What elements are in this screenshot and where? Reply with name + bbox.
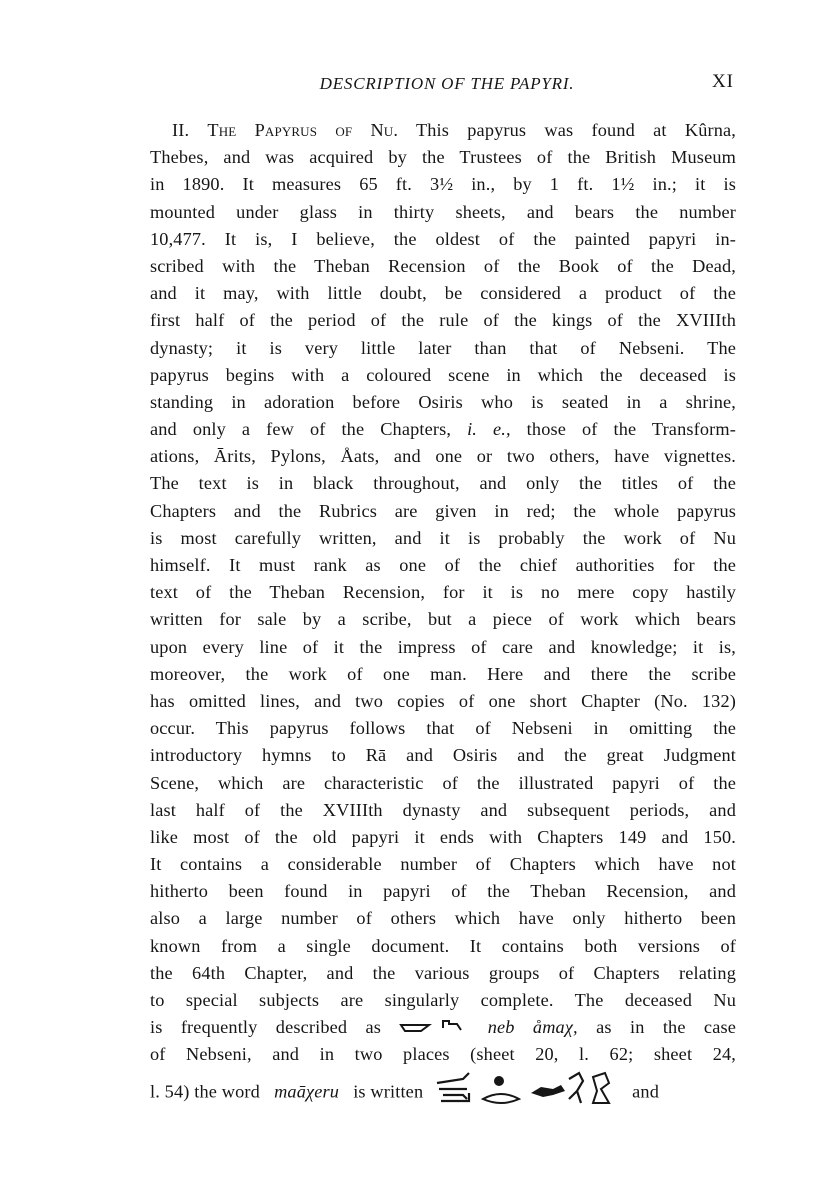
text-line: It contains a considerable number of Chapters which have not: [150, 854, 736, 875]
text-line: to special subjects are singularly complete. The deceased Nu: [150, 990, 736, 1010]
hieroglyph-maakheru-icon: [433, 1069, 623, 1109]
text-line: Thebes, and was acquired by the Trustees of the British Museum: [150, 147, 736, 168]
text-fragment: and: [632, 1080, 659, 1101]
text-line: [150, 1069, 736, 1109]
text-fragment: l. 54) the word: [150, 1080, 260, 1101]
text-line: introductory hymns to Rā and Osiris and the great Judgment: [150, 745, 736, 766]
text-line: has omitted lines, and two copies of one short Chapter (No. 132): [150, 690, 736, 711]
text-fragment: is frequently described as: [150, 1017, 382, 1038]
section-number: II.: [172, 120, 208, 140]
page-header: [150, 71, 736, 100]
text-line: The text is in black throughout, and only the titles of the: [150, 473, 736, 494]
text-line: first half of the period of the rule of the kings of the XVIIIth: [150, 310, 736, 331]
text-line: also a large number of others which have only hitherto been: [150, 908, 736, 929]
text-line: in 1890. It measures 65 ft. 3½ in., by 1 ft. 1½ in.; it is: [150, 174, 736, 195]
text-line: himself. It must rank as one of the chief authorities for the: [150, 555, 736, 575]
body-text: [150, 117, 736, 1109]
text-fragment: as in the case: [596, 1017, 736, 1038]
text-line: dynasty; it is very little later than that of Nebseni. The: [150, 337, 736, 358]
text-fragment: is written: [353, 1080, 424, 1101]
section-title: The Papyrus of Nu.: [207, 120, 399, 140]
running-title: DESCRIPTION OF THE PAPYRI.: [319, 74, 575, 93]
text-fragment: This papyrus was found at Kûrna,: [398, 120, 736, 140]
text-fragment: and only a few of the Chapters,: [150, 419, 468, 440]
page-number: XI: [711, 71, 734, 92]
italic-abbreviation: i. e.,: [467, 419, 511, 440]
text-line: [150, 416, 736, 443]
text-line: [150, 117, 736, 144]
text-line: last half of the XVIIIth dynasty and subsequent periods, and: [150, 799, 736, 820]
text-line: occur. This papyrus follows that of Nebseni in omitting the: [150, 718, 736, 739]
text-line: ations, Ārits, Pylons, Åats, and one or two others, have vignettes.: [150, 446, 736, 467]
text-line: hitherto been found in papyri of the Theban Recension, and: [150, 881, 736, 902]
text-line: text of the Theban Recension, for it is no mere copy hastily: [150, 582, 736, 603]
text-line: moreover, the work of one man. Here and there the scribe: [150, 663, 736, 684]
text-line: written for sale by a scribe, but a piece of work which bears: [150, 609, 736, 630]
text-line: scribed with the Theban Recension of the Book of the Dead,: [150, 255, 736, 276]
text-line: [150, 1014, 736, 1041]
text-line: papyrus begins with a coloured scene in which the deceased is: [150, 364, 736, 385]
text-line: and it may, with little doubt, be considered a product of the: [150, 283, 736, 304]
text-line: upon every line of it the impress of care and knowledge; it is,: [150, 636, 736, 657]
text-line: the 64th Chapter, and the various groups of Chapters relating: [150, 962, 736, 983]
text-line: is most carefully written, and it is probably the work of Nu: [150, 527, 736, 548]
text-line: mounted under glass in thirty sheets, and bears the number: [150, 201, 736, 222]
hieroglyph-neb-amakh-icon: [399, 1015, 469, 1042]
text-line: standing in adoration before Osiris who is seated in a shrine,: [150, 391, 736, 412]
text-fragment: those of the Transform-: [510, 419, 736, 440]
transliteration: neb åmaχ,: [487, 1017, 578, 1038]
text-line: Scene, which are characteristic of the illustrated papyri of the: [150, 772, 736, 793]
text-line: 10,477. It is, I believe, the oldest of the painted papyri in-: [150, 228, 736, 249]
text-line: like most of the old papyri it ends with Chapters 149 and 150.: [150, 826, 736, 847]
text-line: known from a single document. It contains both versions of: [150, 935, 736, 956]
text-line: of Nebseni, and in two places (sheet 20, l. 62; sheet 24,: [150, 1044, 736, 1065]
transliteration: maāχeru: [274, 1080, 340, 1101]
text-line: Chapters and the Rubrics are given in red; the whole papyrus: [150, 500, 736, 521]
